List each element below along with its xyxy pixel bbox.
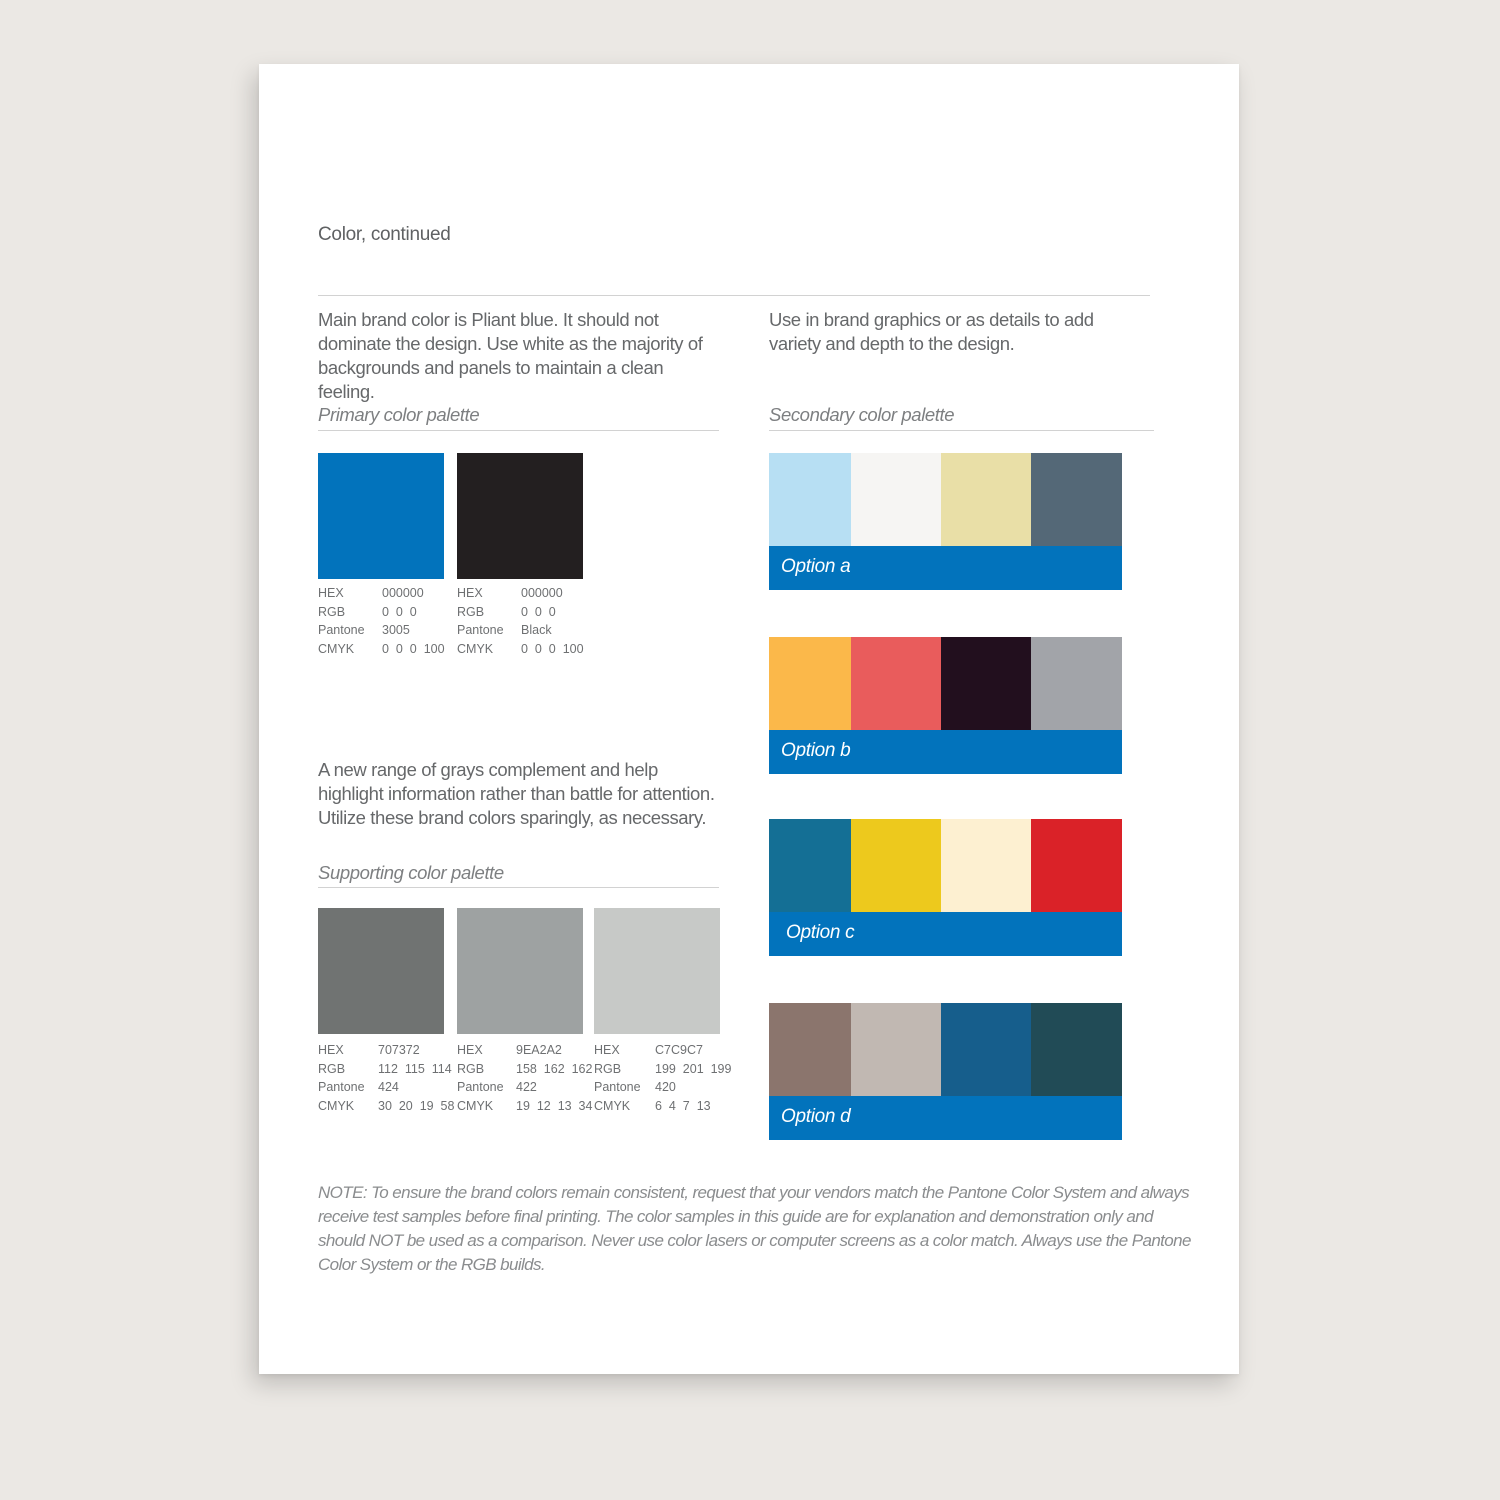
color-specs [457, 584, 584, 658]
secondary-palette-divider [769, 430, 1154, 431]
option-label: Option b [781, 740, 851, 761]
grays-description: A new range of grays complement and help highlight information rather than battle for attention. Utilize these brand colors sparingly, as necessary. [318, 759, 715, 828]
spec-cmyk-value: 30 20 19 58 [378, 1098, 455, 1113]
section-title: Color, continued [318, 224, 451, 245]
spec-key-pantone: Pantone [318, 1080, 365, 1094]
secondary-option-a [769, 453, 1122, 590]
secondary-option-d [769, 1003, 1122, 1140]
option-color-strip [769, 1003, 1122, 1096]
color-swatch [941, 1003, 1031, 1096]
spec-key-pantone: Pantone [457, 623, 504, 637]
spec-key-cmyk: CMYK [457, 641, 494, 656]
spec-key-hex: HEX [457, 1043, 483, 1057]
primary-palette-label: Primary color palette [318, 404, 480, 425]
spec-hex-value: C7C9C7 [655, 1043, 703, 1057]
spec-key-hex: HEX [457, 586, 483, 600]
spec-key-rgb: RGB [457, 1061, 485, 1076]
supporting-swatch-card [457, 908, 592, 1115]
secondary-palette-label: Secondary color palette [769, 404, 955, 425]
option-color-strip [769, 819, 1122, 912]
supporting-palette-label: Supporting color palette [318, 862, 504, 883]
pantone-note: NOTE: To ensure the brand colors remain consistent, request that your vendors match the Pantone Color System and always receive test samples before final printing. The color samples in this guide are for explanation and demonstration only and should NOT be used as a comparison. Never use color lasers or computer screens as a color match. Always use the Pantone Color System or the RGB builds. [318, 1183, 1191, 1274]
spec-hex-value: 707372 [378, 1043, 420, 1057]
spec-rgb-value: 158 162 162 [516, 1061, 593, 1076]
color-swatch [769, 1003, 851, 1096]
secondary-option-c [769, 819, 1122, 956]
spec-key-cmyk: CMYK [594, 1098, 631, 1113]
option-label: Option d [781, 1106, 851, 1127]
intro-left-text: Main brand color is Pliant blue. It should not dominate the design. Use white as the majority of backgrounds and panels to maintain a clean feeling. [318, 309, 703, 402]
option-color-strip [769, 453, 1122, 546]
color-swatch [1031, 819, 1122, 912]
color-swatch [941, 637, 1031, 730]
spec-key-pantone: Pantone [594, 1080, 641, 1094]
spec-rgb-value: 112 115 114 [378, 1061, 452, 1076]
document-page [259, 64, 1239, 1374]
supporting-palette-divider [318, 887, 719, 888]
option-label: Option a [781, 556, 851, 577]
color-swatch [1031, 637, 1122, 730]
option-color-strip [769, 637, 1122, 730]
color-swatch [769, 819, 851, 912]
spec-rgb-value: 0 0 0 [382, 604, 417, 619]
color-swatch [851, 637, 941, 730]
spec-cmyk-value: 6 4 7 13 [655, 1098, 711, 1113]
spec-hex-value: 000000 [521, 586, 563, 600]
spec-key-rgb: RGB [318, 1061, 346, 1076]
color-swatch [851, 453, 941, 546]
color-swatch [1031, 1003, 1122, 1096]
spec-pantone-value: 424 [378, 1080, 399, 1094]
spec-key-rgb: RGB [457, 604, 485, 619]
primary-palette-divider [318, 430, 719, 431]
color-specs [594, 1041, 731, 1115]
color-specs [318, 1041, 454, 1115]
color-swatch [941, 453, 1031, 546]
option-label: Option c [786, 922, 855, 943]
spec-key-rgb: RGB [594, 1061, 622, 1076]
spec-cmyk-value: 0 0 0 100 [382, 641, 445, 656]
color-swatch [594, 908, 720, 1034]
spec-cmyk-value: 19 12 13 34 [516, 1098, 593, 1113]
spec-key-hex: HEX [318, 586, 344, 600]
primary-swatch-card [457, 453, 584, 658]
color-swatch [851, 1003, 941, 1096]
primary-swatch-card [318, 453, 445, 658]
color-swatch [769, 453, 851, 546]
color-swatch [457, 908, 583, 1034]
spec-pantone-value: 3005 [382, 623, 410, 637]
supporting-swatch-card [318, 908, 454, 1115]
intro-right-text: Use in brand graphics or as details to add variety and depth to the design. [769, 309, 1094, 354]
color-swatch [941, 819, 1031, 912]
supporting-swatch-card [594, 908, 731, 1115]
color-swatch [457, 453, 583, 579]
spec-key-cmyk: CMYK [457, 1098, 494, 1113]
header-divider [318, 295, 1150, 296]
spec-key-hex: HEX [318, 1043, 344, 1057]
spec-pantone-value: 422 [516, 1080, 537, 1094]
color-swatch [318, 908, 444, 1034]
spec-rgb-value: 199 201 199 [655, 1061, 732, 1076]
spec-pantone-value: Black [521, 623, 552, 637]
spec-key-pantone: Pantone [318, 623, 365, 637]
color-swatch [769, 637, 851, 730]
spec-key-cmyk: CMYK [318, 1098, 355, 1113]
spec-hex-value: 000000 [382, 586, 424, 600]
spec-cmyk-value: 0 0 0 100 [521, 641, 584, 656]
spec-key-hex: HEX [594, 1043, 620, 1057]
spec-key-pantone: Pantone [457, 1080, 504, 1094]
color-specs [318, 584, 445, 658]
color-specs [457, 1041, 592, 1115]
spec-hex-value: 9EA2A2 [516, 1043, 562, 1057]
color-swatch [318, 453, 444, 579]
spec-pantone-value: 420 [655, 1080, 676, 1094]
secondary-option-b [769, 637, 1122, 774]
spec-key-cmyk: CMYK [318, 641, 355, 656]
color-swatch [851, 819, 941, 912]
color-swatch [1031, 453, 1122, 546]
spec-rgb-value: 0 0 0 [521, 604, 556, 619]
spec-key-rgb: RGB [318, 604, 346, 619]
